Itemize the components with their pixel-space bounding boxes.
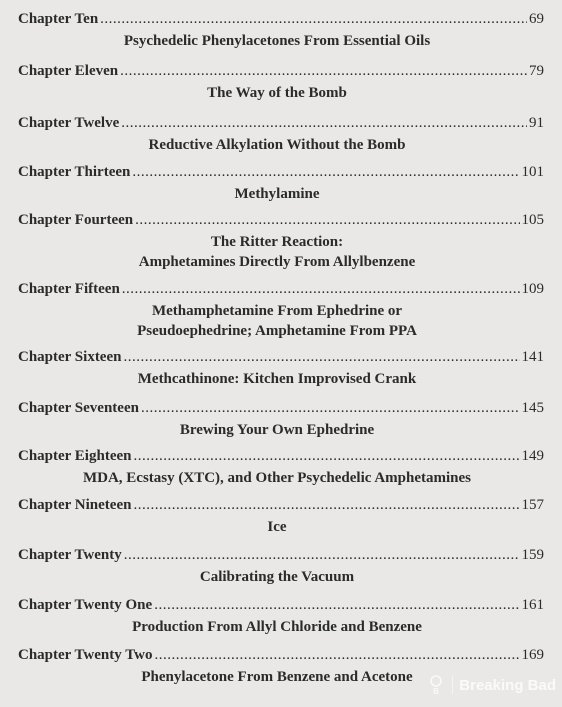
leader-dots bbox=[120, 62, 527, 80]
svg-text:B: B bbox=[433, 687, 440, 696]
page-number: 101 bbox=[521, 164, 544, 180]
chapter-title-line: Methamphetamine From Ephedrine or bbox=[151, 303, 403, 319]
page-number: 145 bbox=[521, 400, 544, 416]
page-number: 69 bbox=[529, 11, 544, 27]
page-number: 149 bbox=[521, 448, 544, 464]
toc-line bbox=[18, 546, 544, 564]
chapter-label: Chapter Eighteen bbox=[18, 448, 132, 464]
toc-line bbox=[18, 280, 544, 298]
chapter-label: Chapter Thirteen bbox=[18, 164, 131, 180]
toc-line bbox=[18, 211, 544, 229]
leader-dots bbox=[121, 114, 527, 132]
toc-entry-chapter-ten bbox=[18, 10, 544, 51]
toc-entry-chapter-twenty bbox=[18, 546, 544, 587]
page-number: 141 bbox=[521, 349, 544, 365]
chapter-title-line: Brewing Your Own Ephedrine bbox=[179, 422, 375, 438]
toc-entry-chapter-thirteen bbox=[18, 163, 544, 204]
chapter-title-line: Methylamine bbox=[234, 186, 320, 202]
chapter-label: Chapter Sixteen bbox=[18, 349, 122, 365]
page-number: 105 bbox=[521, 212, 544, 228]
chapter-title bbox=[18, 517, 544, 537]
toc-line bbox=[18, 646, 544, 664]
chapter-label: Chapter Nineteen bbox=[18, 497, 132, 513]
toc-entry-chapter-twelve bbox=[18, 114, 544, 155]
chapter-label: Chapter Twelve bbox=[18, 115, 120, 131]
chapter-title bbox=[18, 232, 544, 272]
chapter-title bbox=[18, 184, 544, 204]
page-number: 109 bbox=[521, 281, 544, 297]
toc-entry-chapter-fourteen bbox=[18, 211, 544, 272]
chapter-label: Chapter Twenty bbox=[18, 547, 122, 563]
toc-line bbox=[18, 62, 544, 80]
breaking-bad-logo-icon bbox=[426, 674, 446, 696]
chapter-title-line: The Ritter Reaction: bbox=[210, 234, 344, 250]
page-number: 91 bbox=[529, 115, 544, 131]
leader-dots bbox=[132, 163, 519, 181]
leader-dots bbox=[133, 447, 519, 465]
toc-line bbox=[18, 10, 544, 28]
chapter-title-line: Reductive Alkylation Without the Bomb bbox=[148, 137, 406, 153]
chapter-title bbox=[18, 567, 544, 587]
page-number: 79 bbox=[529, 63, 544, 79]
chapter-title bbox=[18, 617, 544, 637]
leader-dots bbox=[123, 348, 519, 366]
toc-entry-chapter-nineteen bbox=[18, 496, 544, 537]
chapter-label: Chapter Eleven bbox=[18, 63, 119, 79]
leader-dots bbox=[141, 399, 520, 417]
chapter-title bbox=[18, 420, 544, 440]
chapter-title bbox=[18, 83, 544, 103]
chapter-title-line: Production From Allyl Chloride and Benzene bbox=[132, 619, 422, 635]
chapter-title bbox=[18, 468, 544, 488]
toc-entry-chapter-fifteen bbox=[18, 280, 544, 341]
chapter-label: Chapter Twenty One bbox=[18, 597, 153, 613]
page-number: 157 bbox=[521, 497, 544, 513]
chapter-label: Chapter Fourteen bbox=[18, 212, 134, 228]
toc-line bbox=[18, 348, 544, 366]
toc-line bbox=[18, 163, 544, 181]
chapter-title bbox=[18, 369, 544, 389]
chapter-title-line: MDA, Ecstasy (XTC), and Other Psychedelic Amphetamines bbox=[82, 470, 472, 486]
chapter-label: Chapter Fifteen bbox=[18, 281, 120, 297]
toc-entry-chapter-twenty-one bbox=[18, 596, 544, 637]
chapter-title-line: The Way of the Bomb bbox=[207, 85, 347, 101]
watermark-divider bbox=[452, 676, 453, 694]
chapter-label: Chapter Ten bbox=[18, 11, 99, 27]
toc-entry-chapter-sixteen bbox=[18, 348, 544, 389]
chapter-title-line: Phenylacetone From Benzene and Acetone bbox=[141, 669, 413, 685]
leader-dots bbox=[154, 646, 519, 664]
leader-dots bbox=[154, 596, 519, 614]
chapter-title bbox=[18, 31, 544, 51]
chapter-title-line: Pseudoephedrine; Amphetamine From PPA bbox=[137, 323, 417, 339]
toc-entry-chapter-seventeen bbox=[18, 399, 544, 440]
toc-line bbox=[18, 496, 544, 514]
leader-dots bbox=[122, 280, 520, 298]
chapter-title-line: Amphetamines Directly From Allylbenzene bbox=[138, 254, 416, 270]
toc-line bbox=[18, 447, 544, 465]
toc-entry-chapter-eleven bbox=[18, 62, 544, 103]
chapter-title-line: Methcathinone: Kitchen Improvised Crank bbox=[137, 371, 417, 387]
leader-dots bbox=[133, 496, 519, 514]
chapter-title-line: Calibrating the Vacuum bbox=[199, 569, 355, 585]
chapter-title bbox=[18, 135, 544, 155]
chapter-label: Chapter Twenty Two bbox=[18, 647, 153, 663]
toc-line bbox=[18, 114, 544, 132]
watermark bbox=[426, 674, 556, 696]
chapter-label: Chapter Seventeen bbox=[18, 400, 139, 416]
leader-dots bbox=[135, 211, 519, 229]
toc-entry-chapter-eighteen bbox=[18, 447, 544, 488]
chapter-title bbox=[18, 301, 544, 341]
page-number: 159 bbox=[521, 547, 544, 563]
leader-dots bbox=[124, 546, 520, 564]
page-number: 169 bbox=[521, 647, 544, 663]
leader-dots bbox=[100, 10, 527, 28]
chapter-title-line: Ice bbox=[267, 519, 287, 535]
watermark-text: Breaking Bad bbox=[459, 676, 556, 694]
toc-line bbox=[18, 596, 544, 614]
chapter-title-line: Psychedelic Phenylacetones From Essential Oils bbox=[123, 33, 431, 49]
page-number: 161 bbox=[521, 597, 544, 613]
toc-line bbox=[18, 399, 544, 417]
